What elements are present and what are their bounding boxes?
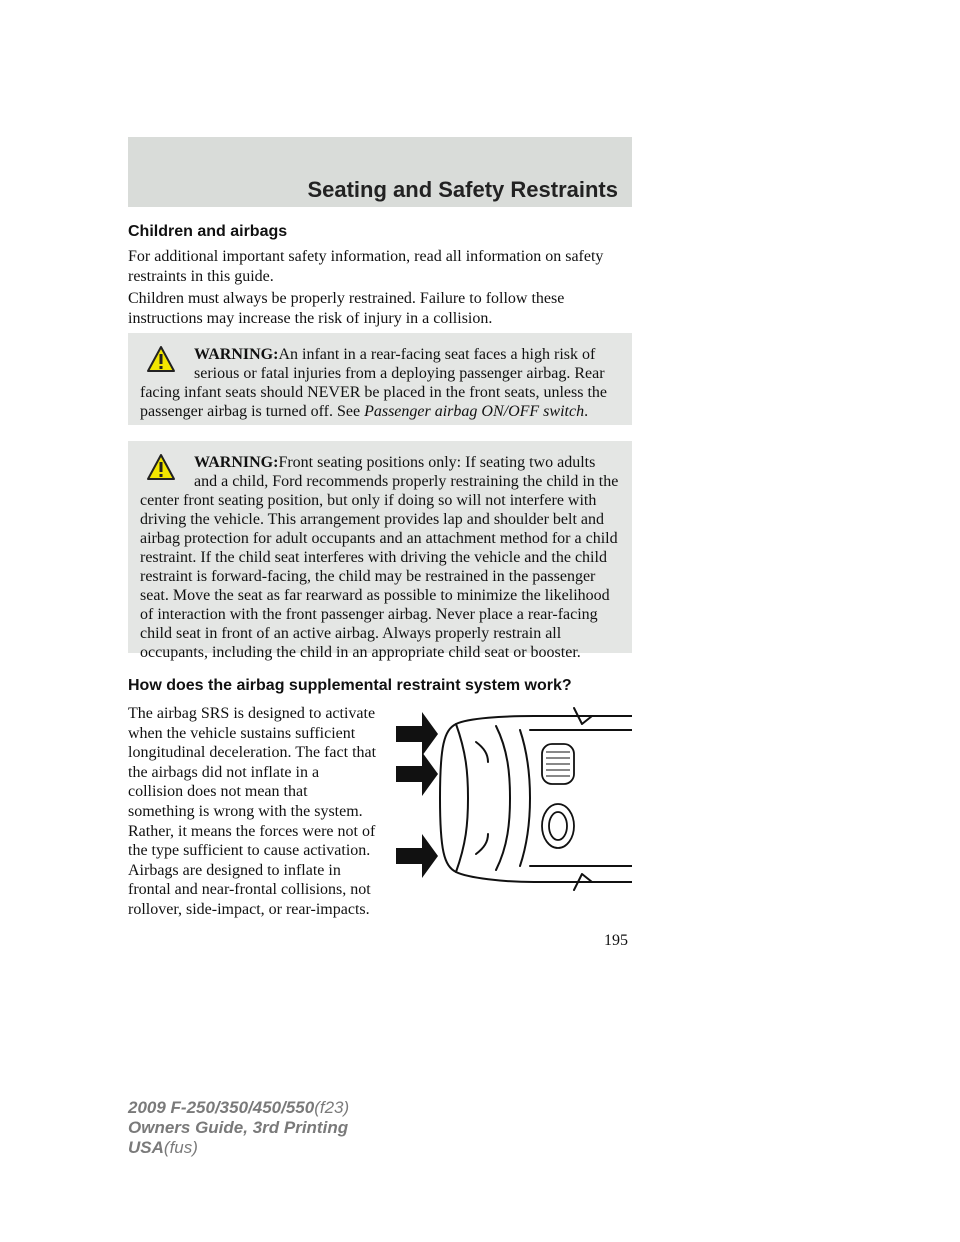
warning-cross-reference: Passenger airbag ON/OFF switch	[364, 403, 585, 420]
srs-heading: How does the airbag supplemental restraint system work?	[128, 677, 572, 694]
warning-box-child-seating	[128, 441, 632, 661]
warning-label: WARNING:	[194, 346, 279, 363]
footer-model-code: (f23)	[314, 1098, 350, 1117]
warning-triangle-icon	[146, 345, 176, 373]
vehicle-seats	[542, 744, 574, 848]
paragraph-safety-info: For additional important safety information, read all information on safety restraints in this guide.	[128, 248, 604, 285]
footer-model: 2009 F-250/350/450/550	[128, 1098, 315, 1117]
vehicle-top-view	[440, 708, 632, 890]
warning-text: Front seating positions only: If seating two adults and a child, Ford recommends properly restraining the child in the center front seating position, but only if doing so will not interfere with driving the vehicle. This arrangement provides lap and shoulder belt and airbag protection for adult occupants and an attachment method for a child restraint. If the child seat interferes with driving the vehicle and the child restraint is forward-facing, the child may be restrained in the passenger seat. Move the seat as far rearward as possible to minimize the likelihood of interaction with the front passenger airbag. Never place a rear-facing child seat in front of an active airbag. Always properly restrain all occupants, including the child in an appropriate child seat or booster.	[140, 454, 619, 661]
frontal-impact-illustration	[396, 702, 632, 902]
srs-paragraph: The airbag SRS is designed to activate when the vehicle sustains sufficient longitudinal deceleration. The fact that the airbags did not inflate in a collision does not mean that something is wrong with the system. Rather, it means the forces were not of the type sufficient to cause activation. Airbags are designed to inflate in frontal and near-frontal collisions, not rollover, side-impact, or rear-impacts.	[128, 705, 377, 918]
paragraph-restraint: Children must always be properly restrained. Failure to follow these instructions may increase the risk of injury in a collision.	[128, 290, 565, 327]
footer-region: USA	[128, 1138, 164, 1157]
warning-text: An infant in a rear-facing seat faces a high risk of serious or fatal injuries from a deploying passenger airbag. Rear facing infant seats should NEVER be placed in the front seats, unless the passenger airbag is turned off. See	[140, 346, 607, 420]
warning-label: WARNING:	[194, 454, 279, 471]
section-title: Seating and Safety Restraints	[307, 177, 618, 202]
arrow-right-icon	[396, 752, 438, 796]
warning-text-end: .	[584, 403, 589, 420]
arrow-right-icon	[396, 834, 438, 878]
section-header-band	[128, 137, 632, 207]
footer-region-code: (fus)	[163, 1138, 198, 1157]
footer-guide: Owners Guide, 3rd Printing	[128, 1118, 349, 1137]
arrow-right-icon	[396, 712, 438, 756]
impact-arrows	[396, 712, 438, 878]
document-footer	[128, 1098, 349, 1158]
children-airbags-heading: Children and airbags	[128, 223, 288, 240]
warning-box-infant	[128, 333, 632, 425]
warning-triangle-icon	[146, 453, 176, 481]
page-number: 195	[604, 932, 628, 949]
